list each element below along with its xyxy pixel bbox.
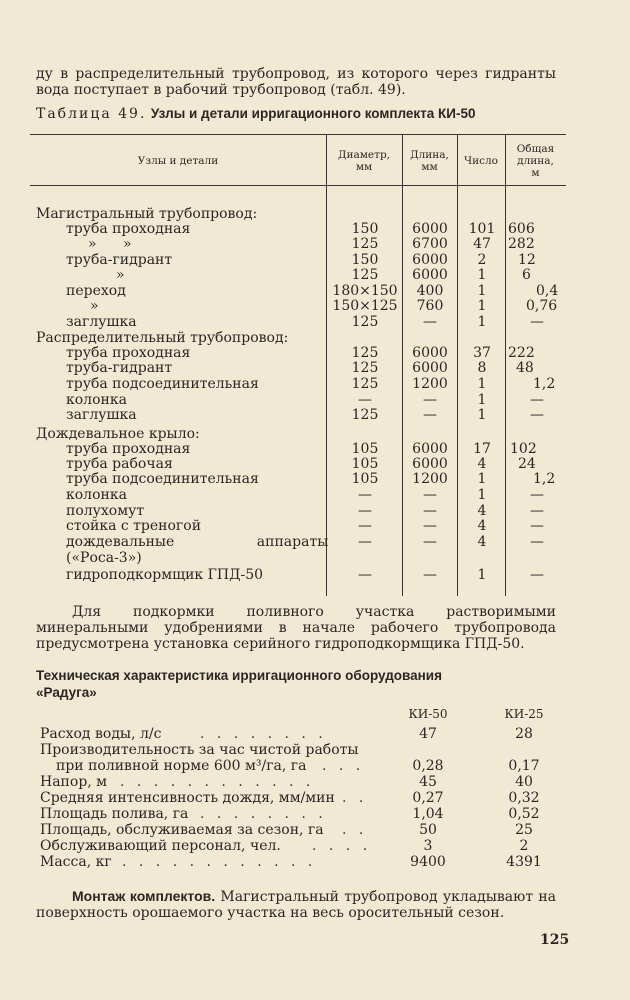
spec-value-b: 40 [515,774,533,790]
row-name: » » [88,236,132,252]
row-name: стойка с треногой [66,518,202,534]
tech-spec-title-line: Техническая характеристика ирригационного оборудования [36,668,442,683]
row-total: — [530,534,544,550]
table-row [0,252,630,268]
spec-value-a: 3 [423,838,433,854]
leader-dots: . . . . . . . . [200,726,327,742]
row-count: 1 [477,298,487,314]
spec-row [0,822,630,838]
row-count: 37 [473,345,491,361]
table-row [0,518,630,534]
leader-dots: . . . . . . . . . . . . [120,774,315,790]
row-count: 1 [477,314,487,330]
spec-label: при поливной норме 600 м³/га, га [56,758,307,774]
row-name: труба рабочая [66,456,173,472]
row-total: 0,4 [536,283,559,299]
row-length: — [423,487,437,503]
spec-value-a: 0,27 [412,790,444,806]
row-diameter: — [358,487,372,503]
spec-row [0,758,630,774]
spec-value-b: 25 [515,822,533,838]
spec-label: Площадь полива, га [40,806,189,822]
row-total: 102 [510,441,537,457]
row-diameter: 125 [351,236,379,252]
row-diameter: 105 [351,471,379,487]
table-row [0,407,630,423]
row-name: колонка [66,487,127,503]
spec-value-a: 0,28 [412,758,444,774]
row-name: Магистральный трубопровод: [36,206,258,222]
spec-label: Масса, кг [40,854,112,870]
table-caption-title: Узлы и детали ирригационного комплекта КИ-50 [150,106,476,121]
spec-label: Производительность за час чистой работы [40,742,359,758]
row-count: 1 [477,567,487,583]
row-count: 1 [477,407,487,423]
header-total [505,143,566,179]
header-count: Число [464,155,498,167]
row-diameter: 150 [351,221,379,237]
spec-row [0,742,630,758]
row-name: Дождевальное крыло: [36,426,200,442]
tech-spec-title [36,667,566,701]
row-count: 4 [477,518,487,534]
row-length: 6000 [412,441,448,457]
row-name: труба проходная [66,345,191,361]
intro-paragraph: ду в распределительный трубопровод, из которого через гидранты вода поступает в рабочий трубопровод (табл. 49). [36,66,556,98]
table-row [0,456,630,472]
spec-label: Расход воды, л/с [40,726,162,742]
row-count: 8 [477,360,487,376]
header-diameter-unit: мм [355,161,373,173]
spec-row [0,854,630,870]
header-length [402,149,457,173]
row-total: — [530,392,544,408]
spec-value-b: 2 [519,838,529,854]
row-diameter: 125 [351,314,379,330]
row-total: 1,2 [533,376,556,392]
table-row [0,471,630,487]
table-row [0,426,630,442]
row-diameter: — [358,567,372,583]
row-length: — [423,503,437,519]
row-length: — [423,534,437,550]
leader-dots: . . . . . . . . [200,806,327,822]
table-row [0,550,630,566]
row-name: » [116,267,125,283]
row-length: — [423,518,437,534]
spec-value-b: 4391 [506,854,542,870]
table-row [0,330,630,346]
row-diameter: — [358,518,372,534]
montage-text: Магистральный трубопровод укладывают на поверхность орошаемого участка на весь оросительный сезон. [36,889,556,921]
spec-value-a: 47 [419,726,437,742]
row-diameter: — [358,392,372,408]
table-row [0,206,630,222]
row-name: труба подсоединительная [66,376,259,392]
row-name: гидроподкормщик ГПД-50 [66,567,264,583]
row-name: полухомут [66,503,145,519]
row-total: 222 [508,345,535,361]
spec-value-a: 45 [419,774,437,790]
row-length: 6700 [412,236,448,252]
row-total: — [530,407,544,423]
row-length: 1200 [412,471,448,487]
table-row [0,298,630,314]
row-length: 400 [416,283,444,299]
row-name: труба проходная [66,221,191,237]
row-count: 1 [477,283,487,299]
leader-dots: . . . . . . . . . . . . [122,854,317,870]
row-total: 12 [518,252,536,268]
table-row [0,534,630,550]
row-diameter: — [358,503,372,519]
table-caption [36,106,476,122]
row-length: — [423,392,437,408]
row-diameter: 105 [351,441,379,457]
row-total: 1,2 [533,471,556,487]
table-row [0,487,630,503]
header-total-unit: м [531,167,540,179]
spec-value-b: 0,32 [508,790,540,806]
row-name: («Роса-3») [66,550,142,566]
row-total: 0,76 [526,298,558,314]
spec-value-a: 50 [419,822,437,838]
row-length: 6000 [412,221,448,237]
row-length: — [423,567,437,583]
row-count: 1 [477,267,487,283]
row-name: труба-гидрант [66,252,173,268]
table-row [0,221,630,237]
row-diameter: 125 [351,376,379,392]
row-diameter: 125 [351,345,379,361]
table-row [0,392,630,408]
row-total: — [530,487,544,503]
spec-row [0,806,630,822]
row-count: 1 [477,471,487,487]
row-length: — [423,407,437,423]
row-name: Распределительный трубопровод: [36,330,289,346]
row-length: 760 [416,298,444,314]
row-total: 6 [522,267,531,283]
row-name: труба-гидрант [66,360,173,376]
table-row [0,267,630,283]
row-count: 4 [477,534,487,550]
row-name: заглушка [66,314,137,330]
spec-row [0,774,630,790]
row-diameter: 150 [351,252,379,268]
row-length: — [423,314,437,330]
row-total: 48 [516,360,534,376]
row-length: 6000 [412,345,448,361]
row-length: 6000 [412,360,448,376]
table-caption-prefix: Таблица 49. [36,106,147,122]
row-diameter: — [358,534,372,550]
table-header-rule [30,185,566,186]
header-total-line: Общая [516,143,555,155]
header-length-line: Длина, [410,149,449,161]
header-name: Узлы и детали [137,155,219,167]
spec-row [0,790,630,806]
row-diameter: 180×150 [332,283,398,299]
table-row [0,441,630,457]
spec-value-b: 28 [515,726,533,742]
row-name: заглушка [66,407,137,423]
row-total: — [530,518,544,534]
row-count: 1 [477,392,487,408]
row-name: труба проходная [66,441,191,457]
row-total: — [530,503,544,519]
row-count: 2 [477,252,487,268]
table-row [0,283,630,299]
row-length: 6000 [412,252,448,268]
table-row [0,314,630,330]
row-total: — [530,567,544,583]
row-length: 6000 [412,267,448,283]
header-length-unit: мм [421,161,438,173]
table-row [0,236,630,252]
header-total-line: длина, [517,155,554,167]
spec-value-a: 9400 [410,854,446,870]
row-count: 1 [477,376,487,392]
row-length: 6000 [412,456,448,472]
leader-dots: . . [342,790,368,806]
row-length: 1200 [412,376,448,392]
row-name: труба подсоединительная [66,471,259,487]
spec-row [0,726,630,742]
row-total: 606 [508,221,535,237]
table-row [0,345,630,361]
row-diameter: 150×125 [332,298,398,314]
tech-spec-title-line: «Радуга» [36,685,97,700]
page-number: 125 [540,932,570,948]
row-total: 282 [508,236,535,252]
leader-dots: . . . [322,758,365,774]
after-table-paragraph: Для подкормки поливного участка растворимыми минеральными удобрениями в начале рабочего трубопровода предусмотрена установка серийного гидроподкормщика ГПД-50. [36,604,556,652]
row-name: » [90,298,99,314]
row-diameter: 125 [351,267,379,283]
row-name: дождевальные аппараты [66,534,329,550]
table-row [0,360,630,376]
spec-label: Обслуживающий персонал, чел. [40,838,281,854]
spec-label: Напор, м [40,774,108,790]
row-total: — [530,314,544,330]
montage-heading: Монтаж комплектов. [72,888,216,904]
row-count: 47 [473,236,491,252]
table-row [0,567,630,583]
spec-value-a: 1,04 [412,806,444,822]
header-diameter-line: Диаметр, [337,149,391,161]
row-count: 17 [473,441,491,457]
spec-label: Средняя интенсивность дождя, мм/мин [40,790,335,806]
spec-label: Площадь, обслуживаемая за сезон, га [40,822,324,838]
row-total: 24 [518,456,536,472]
table-row [0,503,630,519]
tech-spec-header [0,706,630,722]
row-count: 4 [477,503,487,519]
tech-col-a: КИ-50 [408,707,448,721]
row-count: 4 [477,456,487,472]
tech-col-b: КИ-25 [504,707,544,721]
montage-paragraph [36,888,556,921]
table-top-rule [30,134,566,135]
leader-dots: . . [342,822,368,838]
spec-row [0,838,630,854]
row-diameter: 105 [351,456,379,472]
leader-dots: . . . . [312,838,372,854]
header-diameter [326,149,402,173]
table-row [0,376,630,392]
spec-value-b: 0,52 [508,806,540,822]
spec-value-b: 0,17 [508,758,540,774]
row-count: 101 [468,221,496,237]
row-count: 1 [477,487,487,503]
row-name: переход [66,283,126,299]
row-name: колонка [66,392,127,408]
row-diameter: 125 [351,407,379,423]
row-diameter: 125 [351,360,379,376]
